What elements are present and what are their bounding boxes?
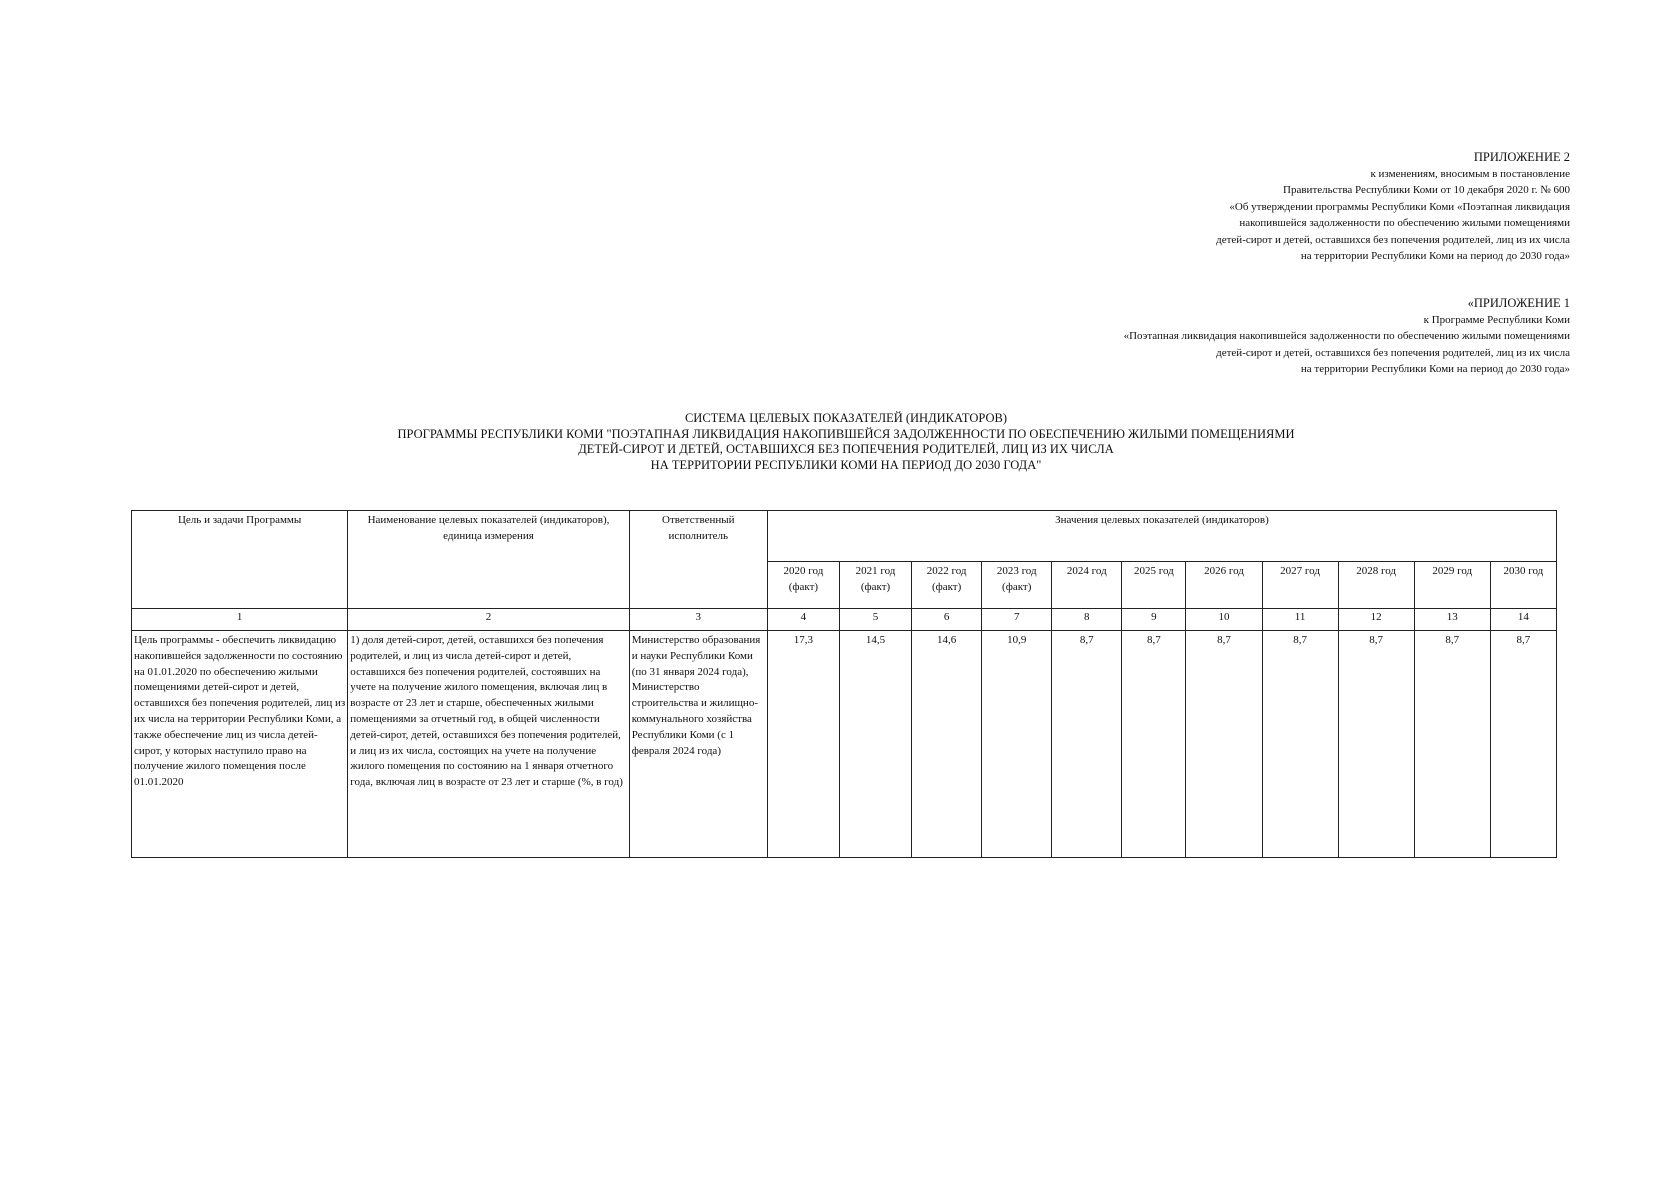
cell-value: 8,7 [1122, 631, 1186, 858]
document-title-line: СИСТЕМА ЦЕЛЕВЫХ ПОКАЗАТЕЛЕЙ (ИНДИКАТОРОВ) [684, 411, 1008, 425]
appendix-1-line: к Программе Республики Коми [1423, 313, 1570, 326]
appendix-2-line: к изменениям, вносимым в постановление [1370, 167, 1570, 180]
header-values: Значения целевых показателей (индикаторов) [767, 511, 1556, 562]
column-number: 3 [629, 609, 767, 631]
document-title-line: НА ТЕРРИТОРИИ РЕСПУБЛИКИ КОМИ НА ПЕРИОД ДО 2030 ГОДА" [650, 457, 1042, 472]
header-executor: Ответственный исполнитель [629, 511, 767, 609]
header-year: 2024 год [1052, 562, 1122, 609]
header-year: 2022 год (факт) [912, 562, 982, 609]
column-number: 9 [1122, 609, 1186, 631]
appendix-2-line: на территории Республики Коми на период до 2030 года» [1300, 250, 1570, 262]
cell-indicator: 1) доля детей-сирот, детей, оставшихся без попечения родителей, и лиц из числа детей-сирот и детей, оставшихся без попечения родителей, состоявших на учете на получение жилого помещения, включая лиц в возрасте от 23 лет и старше, обеспеченных жилыми помещениями за отчетный год, в общей численности детей-сирот, детей, оставшихся без попечения родителей, и лиц из их числа, состоящих на учете на получение жилого помещения по состоянию на 1 января отчетного года, включая лиц в возрасте от 23 лет и старше (%, в год) [348, 631, 629, 858]
appendix-1-header [1124, 295, 1570, 378]
cell-value: 14,5 [839, 631, 911, 858]
column-number: 14 [1490, 609, 1556, 631]
column-number: 1 [132, 609, 348, 631]
appendix-2-line: «Об утверждении программы Республики Коми «Поэтапная ликвидация [1229, 200, 1570, 213]
indicators-table [131, 510, 1557, 858]
header-goal: Цель и задачи Программы [132, 511, 348, 609]
header-year: 2030 год [1490, 562, 1556, 609]
column-number: 10 [1186, 609, 1262, 631]
document-title [0, 411, 1680, 473]
column-number: 8 [1052, 609, 1122, 631]
cell-executor: Министерство образования и науки Республики Коми (по 31 января 2024 года), Министерство строительства и жилищно-коммунального хозяйства Республики Коми (с 1 февраля 2024 года) [629, 631, 767, 858]
cell-value: 8,7 [1186, 631, 1262, 858]
header-year: 2027 год [1262, 562, 1338, 609]
appendix-1-line: «Поэтапная ликвидация накопившейся задолженности по обеспечению жилыми помещениями [1123, 330, 1570, 342]
column-number: 4 [767, 609, 839, 631]
cell-value: 8,7 [1052, 631, 1122, 858]
column-number: 13 [1414, 609, 1490, 631]
column-number: 7 [982, 609, 1052, 631]
appendix-2-header [1216, 149, 1570, 265]
header-year: 2028 год [1338, 562, 1414, 609]
column-number: 6 [912, 609, 982, 631]
column-number: 2 [348, 609, 629, 631]
cell-value: 8,7 [1338, 631, 1414, 858]
column-number: 12 [1338, 609, 1414, 631]
cell-value: 17,3 [767, 631, 839, 858]
appendix-2-title: ПРИЛОЖЕНИЕ 2 [1473, 150, 1570, 164]
header-year: 2021 год (факт) [839, 562, 911, 609]
header-year: 2020 год (факт) [767, 562, 839, 609]
header-year: 2023 год (факт) [982, 562, 1052, 609]
header-year: 2029 год [1414, 562, 1490, 609]
appendix-2-line: Правительства Республики Коми от 10 декабря 2020 г. № 600 [1283, 184, 1570, 196]
table-row [132, 631, 1557, 858]
cell-value: 8,7 [1490, 631, 1556, 858]
document-title-line: ПРОГРАММЫ РЕСПУБЛИКИ КОМИ "ПОЭТАПНАЯ ЛИКВИДАЦИЯ НАКОПИВШЕЙСЯ ЗАДОЛЖЕННОСТИ ПО ОБЕСПЕЧЕНИЮ ЖИЛЫМИ ПОМЕЩЕНИЯМИ [397, 426, 1295, 441]
cell-value: 14,6 [912, 631, 982, 858]
cell-value: 8,7 [1262, 631, 1338, 858]
column-number: 5 [839, 609, 911, 631]
appendix-2-line: накопившейся задолженности по обеспечению жилыми помещениями [1239, 217, 1570, 229]
header-year: 2025 год [1122, 562, 1186, 609]
document-title-line: ДЕТЕЙ-СИРОТ И ДЕТЕЙ, ОСТАВШИХСЯ БЕЗ ПОПЕЧЕНИЯ РОДИТЕЛЕЙ, ЛИЦ ИЗ ИХ ЧИСЛА [578, 442, 1114, 456]
cell-value: 10,9 [982, 631, 1052, 858]
appendix-2-line: детей-сирот и детей, оставшихся без попечения родителей, лиц из их числа [1216, 233, 1570, 246]
appendix-1-line: детей-сирот и детей, оставшихся без попечения родителей, лиц из их числа [1216, 346, 1570, 359]
header-year: 2026 год [1186, 562, 1262, 609]
appendix-1-title: «ПРИЛОЖЕНИЕ 1 [1467, 296, 1570, 310]
cell-value: 8,7 [1414, 631, 1490, 858]
cell-goal: Цель программы - обеспечить ликвидацию накопившейся задолженности по состоянию на 01.01.2020 по обеспечению жилыми помещениями детей-сирот и детей, оставшихся без попечения родителей, лиц из их числа на территории Республики Коми, а также обеспечение лиц из числа детей-сирот, у которых наступило право на получение жилого помещения после 01.01.2020 [132, 631, 348, 858]
appendix-1-line: на территории Республики Коми на период до 2030 года» [1300, 363, 1570, 375]
column-number: 11 [1262, 609, 1338, 631]
header-indicator: Наименование целевых показателей (индикаторов), единица измерения [348, 511, 629, 609]
